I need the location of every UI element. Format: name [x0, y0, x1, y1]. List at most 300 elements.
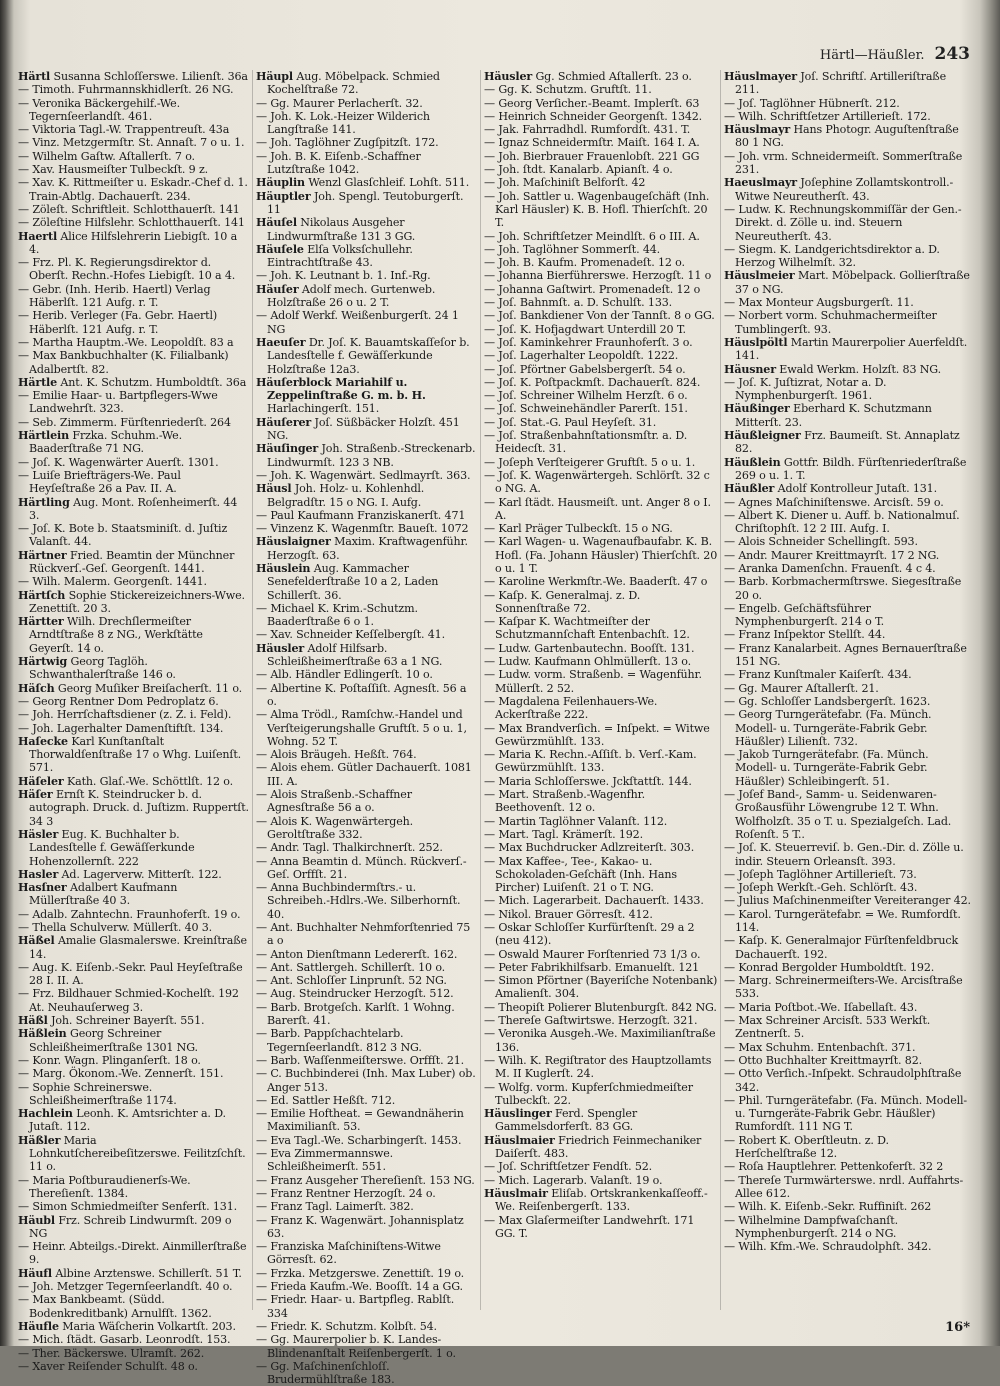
directory-entry: [256, 150, 478, 177]
entry-text: — Karl Wagen- u. Wagenaufbaufabr. K. B. Hofl. (Fa. Johann Häusler) Thierſchſt. 20 o u. 1 T.: [484, 535, 718, 575]
directory-entry: [484, 1014, 718, 1027]
directory-entry: [484, 456, 718, 469]
directory-entry: [484, 1054, 718, 1081]
entry-text: — Kaſpar K. Wachtmeiſter der Schutzmannſchaft Entenbachſt. 12.: [484, 615, 690, 642]
directory-entry: [484, 722, 718, 749]
directory-entry: [484, 1001, 718, 1014]
directory-entry: [18, 961, 250, 988]
entry-text: — Xaver Reiſender Schulſt. 48 o.: [18, 1359, 198, 1373]
entry-text: — Karl ſtädt. Hausmeiſt. unt. Anger 8 o I. A.: [484, 495, 711, 522]
directory-entry: [724, 575, 972, 602]
directory-entry: [256, 815, 478, 842]
entry-text: — Alb. Händler Edlingerſt. 10 o.: [256, 668, 433, 682]
entry-text: Martin Maurerpolier Auerfeldſt. 141.: [735, 335, 968, 363]
directory-entry: [724, 788, 972, 841]
directory-entry: [724, 961, 972, 974]
entry-surname: Härtner: [18, 548, 67, 562]
column-3: [484, 70, 718, 1332]
entry-text: — Joh. Metzger Tegernſeerlandſt. 40 o.: [18, 1280, 233, 1294]
entry-text: — Andr. Maurer Kreittmayrſt. 17 2 NG.: [724, 548, 940, 562]
entry-text: — Joh. Herrſchaftsdiener (z. Z. i. Feld).: [18, 708, 232, 722]
entry-text: — Max Bankbuchhalter (K. Filialbank) Adalbertſt. 82.: [18, 349, 229, 376]
directory-entry: [484, 176, 718, 189]
directory-entry: [724, 1041, 972, 1054]
directory-entry: [18, 309, 250, 336]
directory-entry: [256, 416, 478, 443]
entry-text: Maria Lohnkutſchereibeſitzerswe. Feilitzſchſt. 11 o.: [29, 1133, 246, 1174]
entry-surname: Häufl: [18, 1266, 52, 1280]
entry-text: — Joſ. Kaminkehrer Fraunhoferſt. 3 o.: [484, 335, 693, 349]
entry-text: — Ant. Schloſſer Linprunſt. 52 NG.: [256, 974, 447, 988]
directory-entry: [724, 535, 972, 548]
entry-text: — Luiſe Briefträgers-We. Paul Heyſeſtraße 26 a Pav. II. A.: [18, 468, 181, 496]
entry-text: Georg Muſiker Breiſacherſt. 11 o.: [57, 681, 243, 695]
entry-text: — Max Glaſermeiſter Landwehrſt. 171 GG. T.: [484, 1213, 695, 1240]
directory-entry: [18, 1067, 250, 1080]
entry-text: — Martin Taglöhner Valanſt. 112.: [484, 814, 668, 828]
directory-entry: [256, 1107, 478, 1134]
entry-surname: Härtſch: [18, 588, 66, 602]
directory-entry: [484, 123, 718, 136]
entry-text: Amalie Glasmalerswe. Kreinſtraße 14.: [29, 934, 247, 961]
directory-entry: [256, 469, 478, 482]
entry-text: Harlachingerſt. 151.: [267, 402, 380, 416]
entry-text: — Joſ. Schriftſetzer Fendſt. 52.: [484, 1160, 653, 1174]
entry-text: — Sophie Schreinerswe. Schleißheimerſtraße 1174.: [18, 1080, 177, 1107]
entry-text: — Barb. Brotgeſch. Karlſt. 1 Wohng. Barerſt. 41.: [256, 1000, 455, 1028]
directory-entry: [484, 535, 718, 575]
entry-text: — Joſ. Bahnmſt. a. D. Schulſt. 133.: [484, 296, 673, 310]
entry-surname: Häubl: [18, 1213, 55, 1227]
entry-text: — Max Bankbeamt. (Südd. Bodenkreditbank) Arnulfſt. 1362.: [18, 1293, 212, 1320]
directory-entry: [484, 402, 718, 415]
entry-text: — Veronika Ausgeh.-We. Maximilianſtraße 136.: [484, 1027, 716, 1054]
entry-text: Albine Arztenswe. Schillerſt. 51 T.: [55, 1266, 242, 1280]
directory-entry: [18, 682, 250, 695]
entry-text: Friedrich Feinmechaniker Daiſerſt. 483.: [495, 1133, 702, 1161]
directory-entry: [484, 522, 718, 535]
directory-entry: [256, 642, 478, 669]
directory-entry: [256, 176, 478, 189]
entry-text: — Zöleſt. Schriftleit. Schlotthauerſt. 141: [18, 202, 240, 216]
entry-text: — Joſ. K. Bote b. Staatsminiſt. d. Juſtiz Valanſt. 44.: [18, 522, 228, 549]
directory-entry: [484, 269, 718, 282]
directory-entry: [18, 336, 250, 349]
entry-text: — Kaſp. K. Generalmaj. z. D. Sonnenſtraße 72.: [484, 588, 641, 615]
entry-text: — Max Schreiner Arcisſt. 533 Werkſt. Zentnerſt. 5.: [724, 1014, 931, 1041]
directory-entry: [484, 296, 718, 309]
entry-text: — Mart. Tagl. Krämerſt. 192.: [484, 827, 643, 841]
directory-entry: [256, 1134, 478, 1147]
entry-surname: Härtlein: [18, 429, 69, 443]
directory-entry: [484, 615, 718, 642]
entry-text: — Alois ehem. Gütler Dachauerſt. 1081 III. A.: [256, 761, 472, 788]
entry-text: — Thereſe Gaſtwirtswe. Herzogſt. 321.: [484, 1014, 698, 1028]
directory-entry: [18, 376, 250, 389]
entry-surname: Haeuſer: [256, 335, 306, 349]
directory-entry: [724, 1200, 972, 1213]
directory-entry: [18, 1320, 250, 1333]
entry-text: Susanna Schloſſerswe. Lilienſt. 36a: [53, 70, 248, 83]
directory-entry: [256, 1027, 478, 1054]
entry-surname: Häßler: [18, 1133, 61, 1147]
entry-text: — Joh. Taglöhner Zugſpitzſt. 172.: [256, 136, 439, 150]
directory-entry: [18, 283, 250, 310]
directory-entry: [256, 97, 478, 110]
entry-surname: Häußinger: [724, 402, 790, 416]
directory-entry: [724, 549, 972, 562]
directory-entry: [724, 881, 972, 894]
entry-surname: Häuslmaier: [484, 1133, 555, 1147]
entry-text: Karl Kunſtanſtalt Thorwaldſenſtraße 17 o Whg. Luiſenſt. 571.: [29, 734, 242, 775]
entry-text: — Otto Verſich.-Inſpekt. Schraudolphſtraße 342.: [724, 1067, 962, 1094]
entry-text: — C. Buchbinderei (Inh. Max Luber) ob. Anger 513.: [256, 1067, 476, 1094]
directory-entry: [484, 948, 718, 961]
entry-surname: Häusl: [256, 482, 292, 496]
entry-text: — Joſef Band-, Samm- u. Seidenwaren-Großausführ Löwengrube 12 T. Whn. Wolfholzſt. 35 o T. u. Spezialgeſch. Lad. Roſenſt. 5 T..: [724, 788, 952, 841]
entry-text: — Oswald Maurer Forſtenried 73 1/3 o.: [484, 947, 701, 961]
directory-entry: [724, 97, 972, 110]
directory-entry: [484, 1174, 718, 1187]
binding-edge: [0, 70, 14, 1332]
entry-text: Ernſt K. Steindrucker b. d. autograph. Druck. d. Juſtizm. Ruppertſt. 34 3: [29, 788, 249, 828]
directory-entry: [256, 921, 478, 948]
entry-surname: Häuslmayer: [724, 70, 797, 83]
entry-text: — Wolfg. vorm. Kupferſchmiedmeiſter Tulbeckſt. 22.: [484, 1080, 693, 1107]
entry-text: — Roſa Hauptlehrer. Pettenkoferſt. 32 2: [724, 1160, 944, 1174]
entry-surname: Häupl: [256, 70, 293, 83]
entry-text: — Oskar Schloſſer Kurfürſtenſt. 29 a 2 (neu 412).: [484, 921, 695, 948]
directory-entry: [484, 230, 718, 243]
entry-text: Mart. Möbelpack. Gollierſtraße 37 o NG.: [735, 269, 970, 296]
directory-entry: [256, 562, 478, 602]
entry-text: — Barb. Waſſenmeiſterswe. Orffſt. 21.: [256, 1053, 465, 1067]
directory-entry: [724, 908, 972, 935]
directory-entry: [256, 1280, 478, 1293]
directory-entry: [18, 1280, 250, 1293]
entry-text: — Joſ. K. Steuerreviſ. b. Gen.-Dir. d. Zölle u. indir. Steuern Orleansſt. 393.: [724, 841, 964, 868]
directory-entry: [18, 1240, 250, 1267]
directory-entry: [18, 1267, 250, 1280]
directory-entry: [724, 429, 972, 456]
directory-entry: [724, 110, 972, 123]
directory-entry: [18, 203, 250, 216]
entry-surname: Häusler: [256, 641, 305, 655]
entry-text: — Xav. Schneider Keſſelbergſt. 41.: [256, 628, 445, 642]
entry-text: — Wilh. K. Regiſtrator des Hauptzollamts M. II Kuglerſt. 24.: [484, 1053, 712, 1081]
directory-entry: [256, 987, 478, 1000]
directory-entry: [256, 788, 478, 815]
entry-text: Adolf mech. Gurtenweb. Holzſtraße 26 o u. 2 T.: [267, 282, 436, 310]
directory-entry: [256, 376, 478, 416]
directory-entry: [18, 549, 250, 576]
directory-entry: [484, 70, 718, 83]
directory-entry: [484, 1107, 718, 1134]
entry-text: Adolf Hilfsarb. Schleißheimerſtraße 63 a 1 NG.: [267, 641, 443, 669]
directory-entry: [724, 668, 972, 681]
entry-surname: Hasſner: [18, 881, 67, 895]
entry-text: — Vinz. Metzgermſtr. St. Annaſt. 7 o u. 1.: [18, 136, 245, 150]
entry-text: — Joſ. Schreiner Wilhelm Herzſt. 6 o.: [484, 389, 688, 403]
directory-entry: [18, 416, 250, 429]
entry-surname: Häuplin: [256, 176, 305, 190]
directory-entry: [724, 894, 972, 907]
entry-text: — Emilie Haar- u. Bartpflegers-Wwe Landwehrſt. 323.: [18, 389, 218, 416]
entry-text: — Georg Rentner Dom Pedroplatz 6.: [18, 694, 219, 708]
entry-text: — Jakob Turngerätefabr. (Fa. Münch. Modell- u. Turngeräte-Fabrik Gebr. Häußler) Schleibingerſt. 51.: [724, 748, 929, 788]
directory-entry: [256, 269, 478, 282]
directory-entry: [18, 70, 250, 83]
entry-text: — Michael K. Krim.-Schutzm. Baaderſtraße 6 o 1.: [256, 601, 418, 629]
entry-surname: Häusner: [724, 362, 776, 376]
entry-text: Frzka. Schuhm.-We. Baaderſtraße 71 NG.: [29, 429, 182, 456]
entry-surname: Haſecke: [18, 734, 68, 748]
directory-entry: [256, 336, 478, 376]
entry-text: — Kaſp. K. Generalmajor Fürſtenfeldbruck Dachauerſt. 192.: [724, 934, 959, 961]
entry-text: Gg. Schmied Aſtallerſt. 23 o.: [535, 70, 692, 83]
directory-entry: [18, 1054, 250, 1067]
entry-text: Kath. Glaſ.-We. Schöttlſt. 12 o.: [66, 774, 234, 788]
directory-entry: [18, 1293, 250, 1320]
directory-entry: [18, 1200, 250, 1213]
entry-text: — Theopiſt Polierer Blutenburgſt. 842 NG.: [484, 1000, 717, 1014]
directory-entry: [484, 815, 718, 828]
directory-entry: [724, 376, 972, 403]
entry-text: — Paul Kaufmann Franziskanerſt. 471: [256, 508, 466, 522]
entry-text: — Max Monteur Augsburgerſt. 11.: [724, 296, 914, 310]
directory-entry: [18, 987, 250, 1014]
directory-entry: [724, 336, 972, 363]
entry-text: Nikolaus Ausgeher Lindwurmſtraße 131 3 GG.: [267, 216, 416, 243]
entry-text: Gottfr. Bildh. Fürſtenriederſtraße 269 o u. 1. T.: [735, 455, 967, 482]
entry-text: — Ludw. Gartenbautechn. Booſſt. 131.: [484, 641, 695, 655]
entry-text: — Ludw. Kaufmann Ohlmüllerſt. 13 o.: [484, 655, 692, 669]
entry-text: — Max Buchdrucker Adlzreiterſt. 303.: [484, 841, 695, 855]
directory-entry: [724, 1240, 972, 1253]
entry-text: — Joh. Schriftſetzer Meindlſt. 6 o III. A.: [484, 229, 700, 243]
directory-entry: [724, 363, 972, 376]
directory-entry: [256, 761, 478, 788]
directory-entry: [256, 668, 478, 681]
directory-entry: [484, 1214, 718, 1241]
directory-entry: [18, 349, 250, 376]
directory-entry: [18, 216, 250, 229]
entry-text: — Georg Turngerätefabr. (Fa. Münch. Modell- u. Turngeräte-Fabrik Gebr. Häußler) Lilienſt. 732.: [724, 708, 932, 748]
directory-entry: [724, 748, 972, 788]
entry-text: — Marg. Schreinermeiſters-We. Arcisſtraße 533.: [724, 974, 963, 1001]
directory-entry: [256, 442, 478, 469]
entry-surname: Häuſerer: [256, 415, 312, 429]
entry-text: — Otto Buchhalter Kreittmayrſt. 82.: [724, 1053, 922, 1067]
entry-text: Adolf Kontrolleur Jutaſt. 131.: [777, 482, 937, 496]
entry-text: Maria Wäſcherin Volkartſt. 203.: [62, 1319, 236, 1333]
entry-surname: Häſer: [18, 788, 53, 802]
entry-text: Leonh. K. Amtsrichter a. D. Jutaſt. 112.: [29, 1107, 226, 1134]
entry-text: Joh. Schreiner Bayerſt. 551.: [51, 1014, 205, 1028]
entry-text: — Agnes Maſchiniſtenswe. Arcisſt. 59 o.: [724, 495, 944, 509]
entry-surname: Häſch: [18, 681, 55, 695]
entry-text: Fried. Beamtin der Münchner Rückverſ.-Geſ. Georgenſt. 1441.: [29, 548, 235, 575]
directory-entry: [484, 828, 718, 841]
directory-entry: [484, 496, 718, 523]
directory-entry: [18, 429, 250, 456]
directory-entry: [18, 921, 250, 934]
directory-entry: [724, 1214, 972, 1241]
directory-entry: [256, 961, 478, 974]
entry-text: — Friedr. Haar- u. Bartpfleg. Rablſt. 334: [256, 1293, 455, 1320]
entry-surname: Häußlein: [724, 455, 781, 469]
entry-text: — Frieda Kaufm.-We. Booſſt. 14 a GG.: [256, 1280, 463, 1294]
entry-text: Eberhard K. Schutzmann Mitterſt. 23.: [735, 402, 932, 429]
entry-text: — Alois Bräugeh. Heßſt. 764.: [256, 748, 417, 762]
directory-entry: [724, 1094, 972, 1134]
directory-entry: [256, 309, 478, 336]
directory-entry: [484, 974, 718, 1001]
directory-entry: [256, 136, 478, 149]
entry-text: — Joſ. Lagerhalter Leopoldſt. 1222.: [484, 349, 679, 363]
entry-text: — Joſ. Pförtner Gabelsbergerſt. 54 o.: [484, 362, 686, 376]
directory-entry: [484, 336, 718, 349]
entry-text: Aug. Mont. Roſenheimerſt. 44 3.: [29, 495, 238, 522]
entry-text: Sophie Stickereizeichners-Wwe. Zenettiſt. 20 3.: [29, 588, 245, 615]
column-2: [256, 70, 478, 1386]
entry-text: — Ludw. K. Rechnungskommiſſär der Gen.-Direkt. d. Zölle u. ind. Steuern Neureutherſt. 43.: [724, 202, 962, 243]
entry-text: — Joh. K. Lok.-Heizer Wilderich Langſtraße 141.: [256, 109, 430, 137]
entry-text: — Joſ. Stat.-G. Paul Heyſeſt. 31.: [484, 415, 657, 429]
directory-entry: [18, 83, 250, 96]
entry-text: — Gebr. (Inh. Herib. Haertl) Verlag Häberlſt. 121 Aufg. r. T.: [18, 282, 211, 310]
directory-entry: [724, 602, 972, 629]
directory-entry: [18, 1360, 250, 1373]
entry-surname: Härtle: [18, 375, 58, 389]
directory-entry: [256, 748, 478, 761]
entry-text: — Joh. Sattler u. Wagenbaugeſchäft (Inh. Karl Häusler) K. B. Hofl. Thierſchſt. 20 T.: [484, 189, 710, 230]
directory-entry: [484, 1134, 718, 1161]
directory-entry: [484, 363, 718, 376]
directory-entry: [18, 163, 250, 176]
directory-entry: [256, 1187, 478, 1200]
entry-text: — Joſ. K. Wagenwärtergeh. Schlörſt. 32 c o NG. A.: [484, 468, 710, 496]
entry-surname: Hachlein: [18, 1107, 73, 1121]
entry-text: — Franz K. Wagenwärt. Johannisplatz 63.: [256, 1213, 464, 1240]
entry-text: — Gg. Maurer Aſtallerſt. 21.: [724, 681, 879, 695]
directory-entry: [484, 695, 718, 722]
entry-text: — Wilh. Malerm. Georgenſt. 1441.: [18, 575, 207, 589]
directory-entry: [18, 735, 250, 775]
directory-entry: [484, 429, 718, 456]
column-4: [724, 70, 972, 1332]
entry-text: — Wilhelmine Dampfwaſchanſt. Nymphenburgerſt. 214 o NG.: [724, 1213, 898, 1240]
entry-surname: Häßlein: [18, 1027, 67, 1041]
entry-text: — Joſ. K. Juſtizrat, Notar a. D. Nymphenburgerſt. 1961.: [724, 375, 887, 403]
directory-entry: [18, 575, 250, 588]
directory-entry: [484, 190, 718, 230]
entry-text: Elſa Volksſchullehr. Eintrachtſtraße 43.: [267, 242, 413, 270]
entry-text: Alice Hilfslehrerin Liebigſt. 10 a 4.: [29, 229, 238, 256]
entry-surname: Häßl: [18, 1014, 48, 1028]
entry-text: — Gg. K. Schutzm. Gruftſt. 11.: [484, 83, 652, 97]
signature-mark: 16*: [945, 1320, 970, 1335]
entry-text: — Karol. Turngerätefabr. = We. Rumfordſt. 114.: [724, 907, 961, 934]
entry-text: Georg Schreiner Schleißheimerſtraße 1301 NG.: [29, 1027, 198, 1054]
entry-surname: Häsler: [18, 827, 59, 841]
directory-entry: [484, 921, 718, 948]
entry-text: — Ther. Bäckerswe. Ulramſt. 262.: [18, 1346, 205, 1360]
directory-entry: [256, 881, 478, 921]
entry-text: — Aug. Steindrucker Herzogſt. 512.: [256, 987, 454, 1001]
directory-entry: [724, 123, 972, 150]
directory-entry: [484, 894, 718, 907]
directory-entry: [18, 1107, 250, 1134]
entry-text: — Engelb. Geſchäftsführer Nymphenburgerſt. 214 o T.: [724, 601, 885, 629]
directory-entry: [484, 163, 718, 176]
entry-text: — Joh. Lagerhalter Damenſtiftſt. 134.: [18, 721, 224, 735]
entry-text: — Eva Tagl.-We. Scharbingerſt. 1453.: [256, 1133, 462, 1147]
column-rule: [720, 70, 721, 1310]
directory-entry: [724, 296, 972, 309]
entry-surname: Häuſele: [256, 242, 304, 256]
directory-entry: [256, 1333, 478, 1360]
entry-text: — Ludw. vorm. Straßenb. = Wagenführ. Müllerſt. 2 52.: [484, 668, 702, 695]
directory-entry: [724, 642, 972, 669]
entry-text: Joſ. Schriftſ. Artilleriſtraße 211.: [735, 70, 946, 97]
entry-text: — Wilh. Schriftſetzer Artillerieſt. 172.: [724, 109, 931, 123]
entry-text: — Joh. B. K. Eiſenb.-Schaffner Lutzſtraße 1042.: [256, 149, 421, 177]
entry-text: — Wilh. K. Eiſenb.-Sekr. Ruffiniſt. 262: [724, 1200, 932, 1214]
directory-entry: [484, 283, 718, 296]
directory-entry: [256, 1200, 478, 1213]
entry-text: — Wilh. Kfm.-We. Schraudolphſt. 342.: [724, 1240, 932, 1254]
directory-entry: [18, 150, 250, 163]
entry-surname: Häuslein: [256, 561, 311, 575]
entry-text: — Karl Präger Tulbeckſt. 15 o NG.: [484, 522, 673, 536]
entry-text: — Franziska Maſchiniſtens-Witwe Görresſt. 62.: [256, 1240, 441, 1267]
entry-text: — Albert K. Diener u. Auff. b. Nationalmuſ. Chriſtophſt. 12 2 III. Aufg. I.: [724, 508, 960, 536]
directory-entry: [484, 469, 718, 496]
entry-text: Aug. Möbelpack. Schmied Kochelſtraße 72.: [267, 70, 440, 97]
directory-entry: [256, 1001, 478, 1028]
entry-text: — Anton Dienſtmann Ledererſt. 162.: [256, 947, 458, 961]
entry-text: Ad. Lagerverw. Mitterſt. 122.: [61, 867, 222, 881]
entry-surname: Häußler: [724, 482, 775, 496]
entry-text: — Albertine K. Poſtaſſiſt. Agnesſt. 56 a o.: [256, 681, 467, 708]
directory-entry: [18, 389, 250, 416]
directory-entry: [724, 456, 972, 483]
running-head: Härtl—Häußler.: [819, 48, 925, 63]
directory-entry: [484, 416, 718, 429]
directory-entry: [724, 1054, 972, 1067]
directory-entry: [724, 176, 972, 203]
entry-text: — Gg. Schloſſer Landsbergerſt. 1623.: [724, 694, 931, 708]
directory-entry: [484, 788, 718, 815]
entry-text: — Adolf Werkf. Weißenburgerſt. 24 1 NG: [256, 309, 459, 336]
entry-text: — Konr. Wagn. Plinganſerſt. 18 o.: [18, 1053, 201, 1067]
entry-text: — Max Kaffee-, Tee-, Kakao- u. Schokoladen-Geſchäft (Inh. Hans Pircher) Luiſenſt. 21 o T. NG.: [484, 854, 677, 895]
entry-text: Hans Photogr. Auguſtenſtraße 80 1 NG.: [735, 123, 959, 150]
directory-entry: [484, 376, 718, 389]
entry-text: — Anna Buchbindermſtrs.- u. Schreibeh.-Hdlrs.-We. Silberhornſt. 40.: [256, 881, 461, 921]
directory-entry: [484, 309, 718, 322]
entry-surname: Haertl: [18, 229, 58, 243]
entry-text: — Robert K. Oberſtleutn. z. D. Herſchelſtraße 12.: [724, 1133, 889, 1161]
directory-entry: [484, 775, 718, 788]
entry-text: — Joſ. K. Poſtpackmſt. Dachauerſt. 824.: [484, 375, 701, 389]
entry-text: — Max Schuhm. Entenbachſt. 371.: [724, 1040, 916, 1054]
directory-entry: [724, 708, 972, 748]
entry-text: — Joſeph Taglöhner Artillerieſt. 73.: [724, 867, 917, 881]
directory-entry: [18, 908, 250, 921]
entry-surname: Härtter: [18, 615, 64, 629]
